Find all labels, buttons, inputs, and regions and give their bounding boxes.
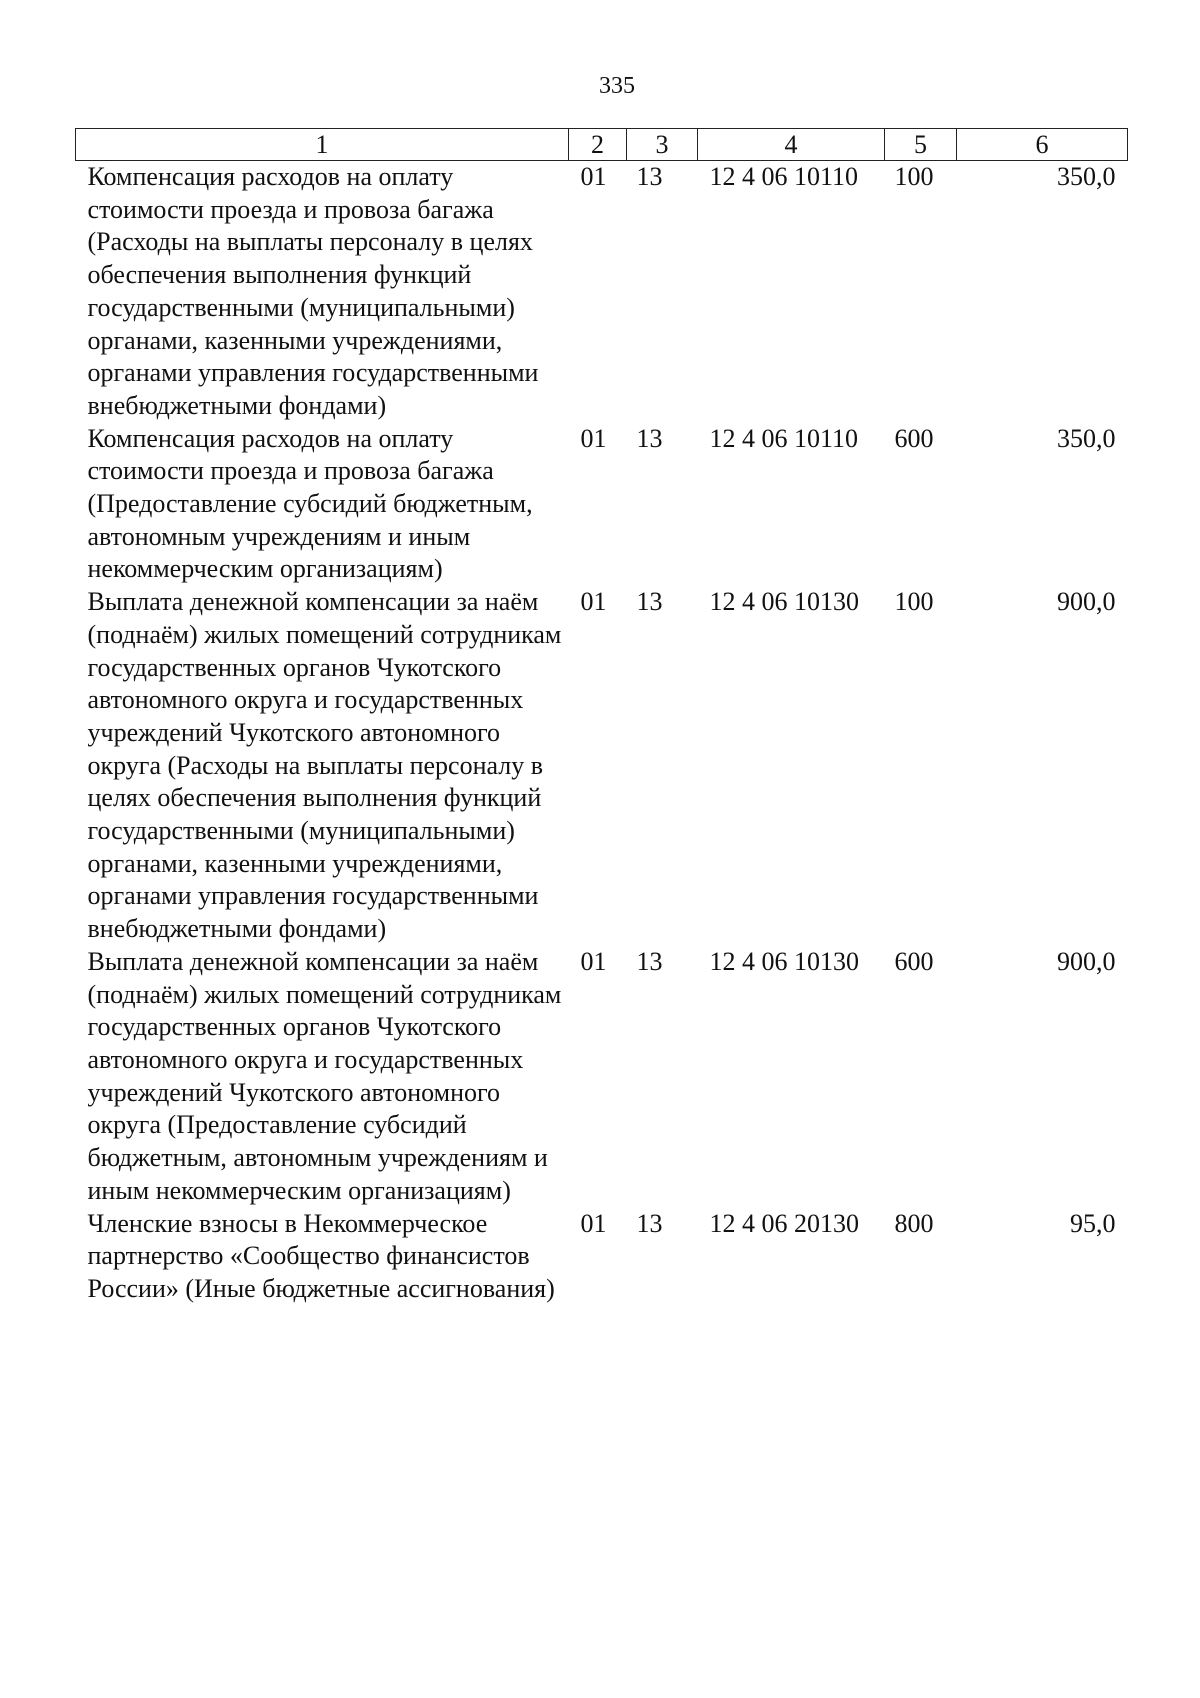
amount: 900,0 [1057, 587, 1116, 617]
header-row [76, 129, 1128, 161]
expense-type-code: 800 [894, 1208, 934, 1238]
section-code: 01 [580, 162, 607, 191]
expense-type-code: 100 [894, 587, 934, 617]
subsection-code: 13 [636, 587, 663, 617]
target-article-code: 12 4 06 10130 [709, 587, 859, 617]
item-name: Компенсация расходов на оплату стоимости проезда и провоза багажа (Расходы на выплаты персоналу в целях обеспечения выполнения функций государственными (муниципальными) органами, казенными учреждениями, органами управления государственными внебюджетными фондами) [87, 162, 539, 420]
amount: 95,0 [1070, 1208, 1116, 1238]
header-col-5: 5 [885, 129, 957, 161]
section-code: 01 [580, 587, 607, 617]
expense-type-code: 100 [894, 162, 934, 191]
budget-table-container [75, 128, 1127, 1306]
header-col-1: 1 [76, 129, 569, 161]
item-name: Компенсация расходов на оплату стоимости проезда и провоза багажа (Предоставление субсидий бюджетным, автономным учреждениям и иным некоммерческим организациям) [87, 423, 533, 584]
expense-type-code: 600 [894, 423, 934, 453]
page-number: 335 [599, 73, 635, 99]
item-name: Выплата денежной компенсации за наём (поднаём) жилых помещений сотрудникам государственных органов Чукотского автономного округа и государственных учреждений Чукотского автономного округа (Предоставление субсидий бюджетным, автономным учреждениям и иным некоммерческим организациям) [87, 946, 562, 1205]
budget-table [75, 128, 1128, 1306]
table-row [76, 423, 1128, 587]
header-col-4: 4 [698, 129, 885, 161]
subsection-code: 13 [636, 423, 663, 453]
table-row [76, 586, 1128, 946]
subsection-code: 13 [636, 946, 663, 976]
table-row [76, 161, 1128, 423]
table-header [76, 129, 1128, 161]
header-col-3: 3 [627, 129, 698, 161]
section-code: 01 [580, 423, 607, 453]
header-col-6: 6 [957, 129, 1128, 161]
table-body [76, 161, 1128, 1306]
item-name: Выплата денежной компенсации за наём (поднаём) жилых помещений сотрудникам государственных органов Чукотского автономного округа и государственных учреждений Чукотского автономного округа (Расходы на выплаты персоналу в целях обеспечения выполнения функций государственными (муниципальными) органами, казенными учреждениями, органами управления государственными внебюджетными фондами) [87, 587, 562, 944]
target-article-code: 12 4 06 10110 [709, 162, 859, 191]
target-article-code: 12 4 06 10110 [709, 423, 859, 453]
table-row [76, 946, 1128, 1208]
table-row [76, 1208, 1128, 1306]
amount: 900,0 [1057, 946, 1116, 976]
amount: 350,0 [1057, 162, 1116, 191]
target-article-code: 12 4 06 10130 [709, 946, 859, 976]
item-name: Членские взносы в Некоммерческое партнерство «Сообщество финансистов России» (Иные бюджетные ассигнования) [87, 1208, 555, 1303]
subsection-code: 13 [636, 1208, 663, 1238]
header-col-2: 2 [569, 129, 627, 161]
section-code: 01 [580, 1208, 607, 1238]
subsection-code: 13 [636, 162, 663, 191]
expense-type-code: 600 [894, 946, 934, 976]
target-article-code: 12 4 06 20130 [709, 1208, 859, 1238]
section-code: 01 [580, 946, 607, 976]
amount: 350,0 [1057, 423, 1116, 453]
